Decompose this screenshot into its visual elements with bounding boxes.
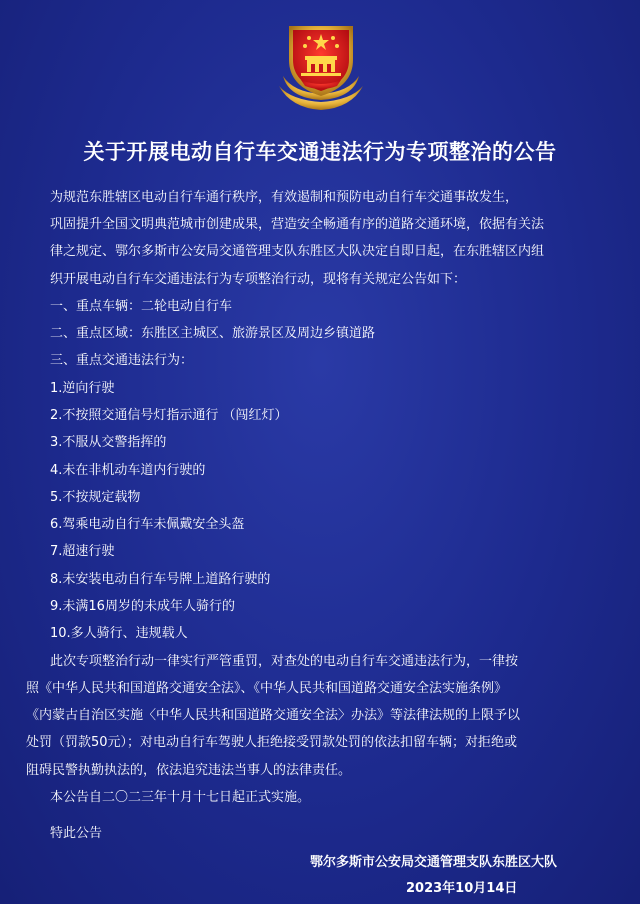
- police-emblem-icon: [271, 16, 371, 112]
- list-item: 6.驾乘电动自行车未佩戴安全头盔: [50, 517, 245, 532]
- effective-date-text: 本公告自二〇二三年十月十七日起正式实施。: [50, 790, 311, 805]
- penalty-line: 《内蒙古自治区实施〈中华人民共和国道路交通安全法〉办法》等法律法规的上限予以: [26, 708, 521, 723]
- list-item: 3.不服从交警指挥的: [50, 435, 167, 450]
- intro-line: 织开展电动自行车交通违法行为专项整治行动，现将有关规定公告如下：: [50, 272, 467, 287]
- list-item: 9.未满16周岁的未成年人骑行的: [50, 599, 235, 614]
- list-item: 二、重点区域：东胜区主城区、旅游景区及周边乡镇道路: [50, 326, 376, 341]
- penalty-line: 此次专项整治行动一律实行严管重罚，对查处的电动自行车交通违法行为，一律按: [50, 654, 519, 669]
- notice-title: 关于开展电动自行车交通违法行为专项整治的公告: [83, 140, 557, 164]
- list-item: 8.未安装电动自行车号牌上道路行驶的: [50, 572, 271, 587]
- closing-text: 特此公告: [50, 826, 103, 841]
- intro-line: 律之规定、鄂尔多斯市公安局交通管理支队东胜区大队决定自即日起，在东胜辖区内组: [50, 244, 545, 259]
- penalty-line: 照《中华人民共和国道路交通安全法》、《中华人民共和国道路交通安全法实施条例》: [26, 681, 508, 696]
- issue-date: 2023年10月14日: [406, 881, 518, 896]
- list-item: 1.逆向行驶: [50, 381, 115, 396]
- list-item: 10.多人骑行、违规载人: [50, 626, 188, 641]
- intro-line: 巩固提升全国文明典范城市创建成果，营造安全畅通有序的道路交通环境，依据有关法: [50, 217, 545, 232]
- penalty-line: 处罚（罚款50元）；对电动自行车驾驶人拒绝接受罚款处罚的依法扣留车辆；对拒绝或: [26, 735, 518, 750]
- intro-line: 为规范东胜辖区电动自行车通行秩序，有效遏制和预防电动自行车交通事故发生，: [50, 190, 519, 205]
- penalty-line: 阻碍民警执勤执法的，依法追究违法当事人的法律责任。: [26, 763, 352, 778]
- list-item: 5.不按规定载物: [50, 490, 141, 505]
- list-item: 7.超速行驶: [50, 544, 115, 559]
- issuer-signature: 鄂尔多斯市公安局交通管理支队东胜区大队: [310, 855, 558, 870]
- list-item: 2.不按照交通信号灯指示通行 （闯红灯）: [50, 408, 288, 423]
- list-item: 4.未在非机动车道内行驶的: [50, 463, 206, 478]
- list-item: 三、重点交通违法行为：: [50, 353, 194, 368]
- list-item: 一、重点车辆：二轮电动自行车: [50, 299, 233, 314]
